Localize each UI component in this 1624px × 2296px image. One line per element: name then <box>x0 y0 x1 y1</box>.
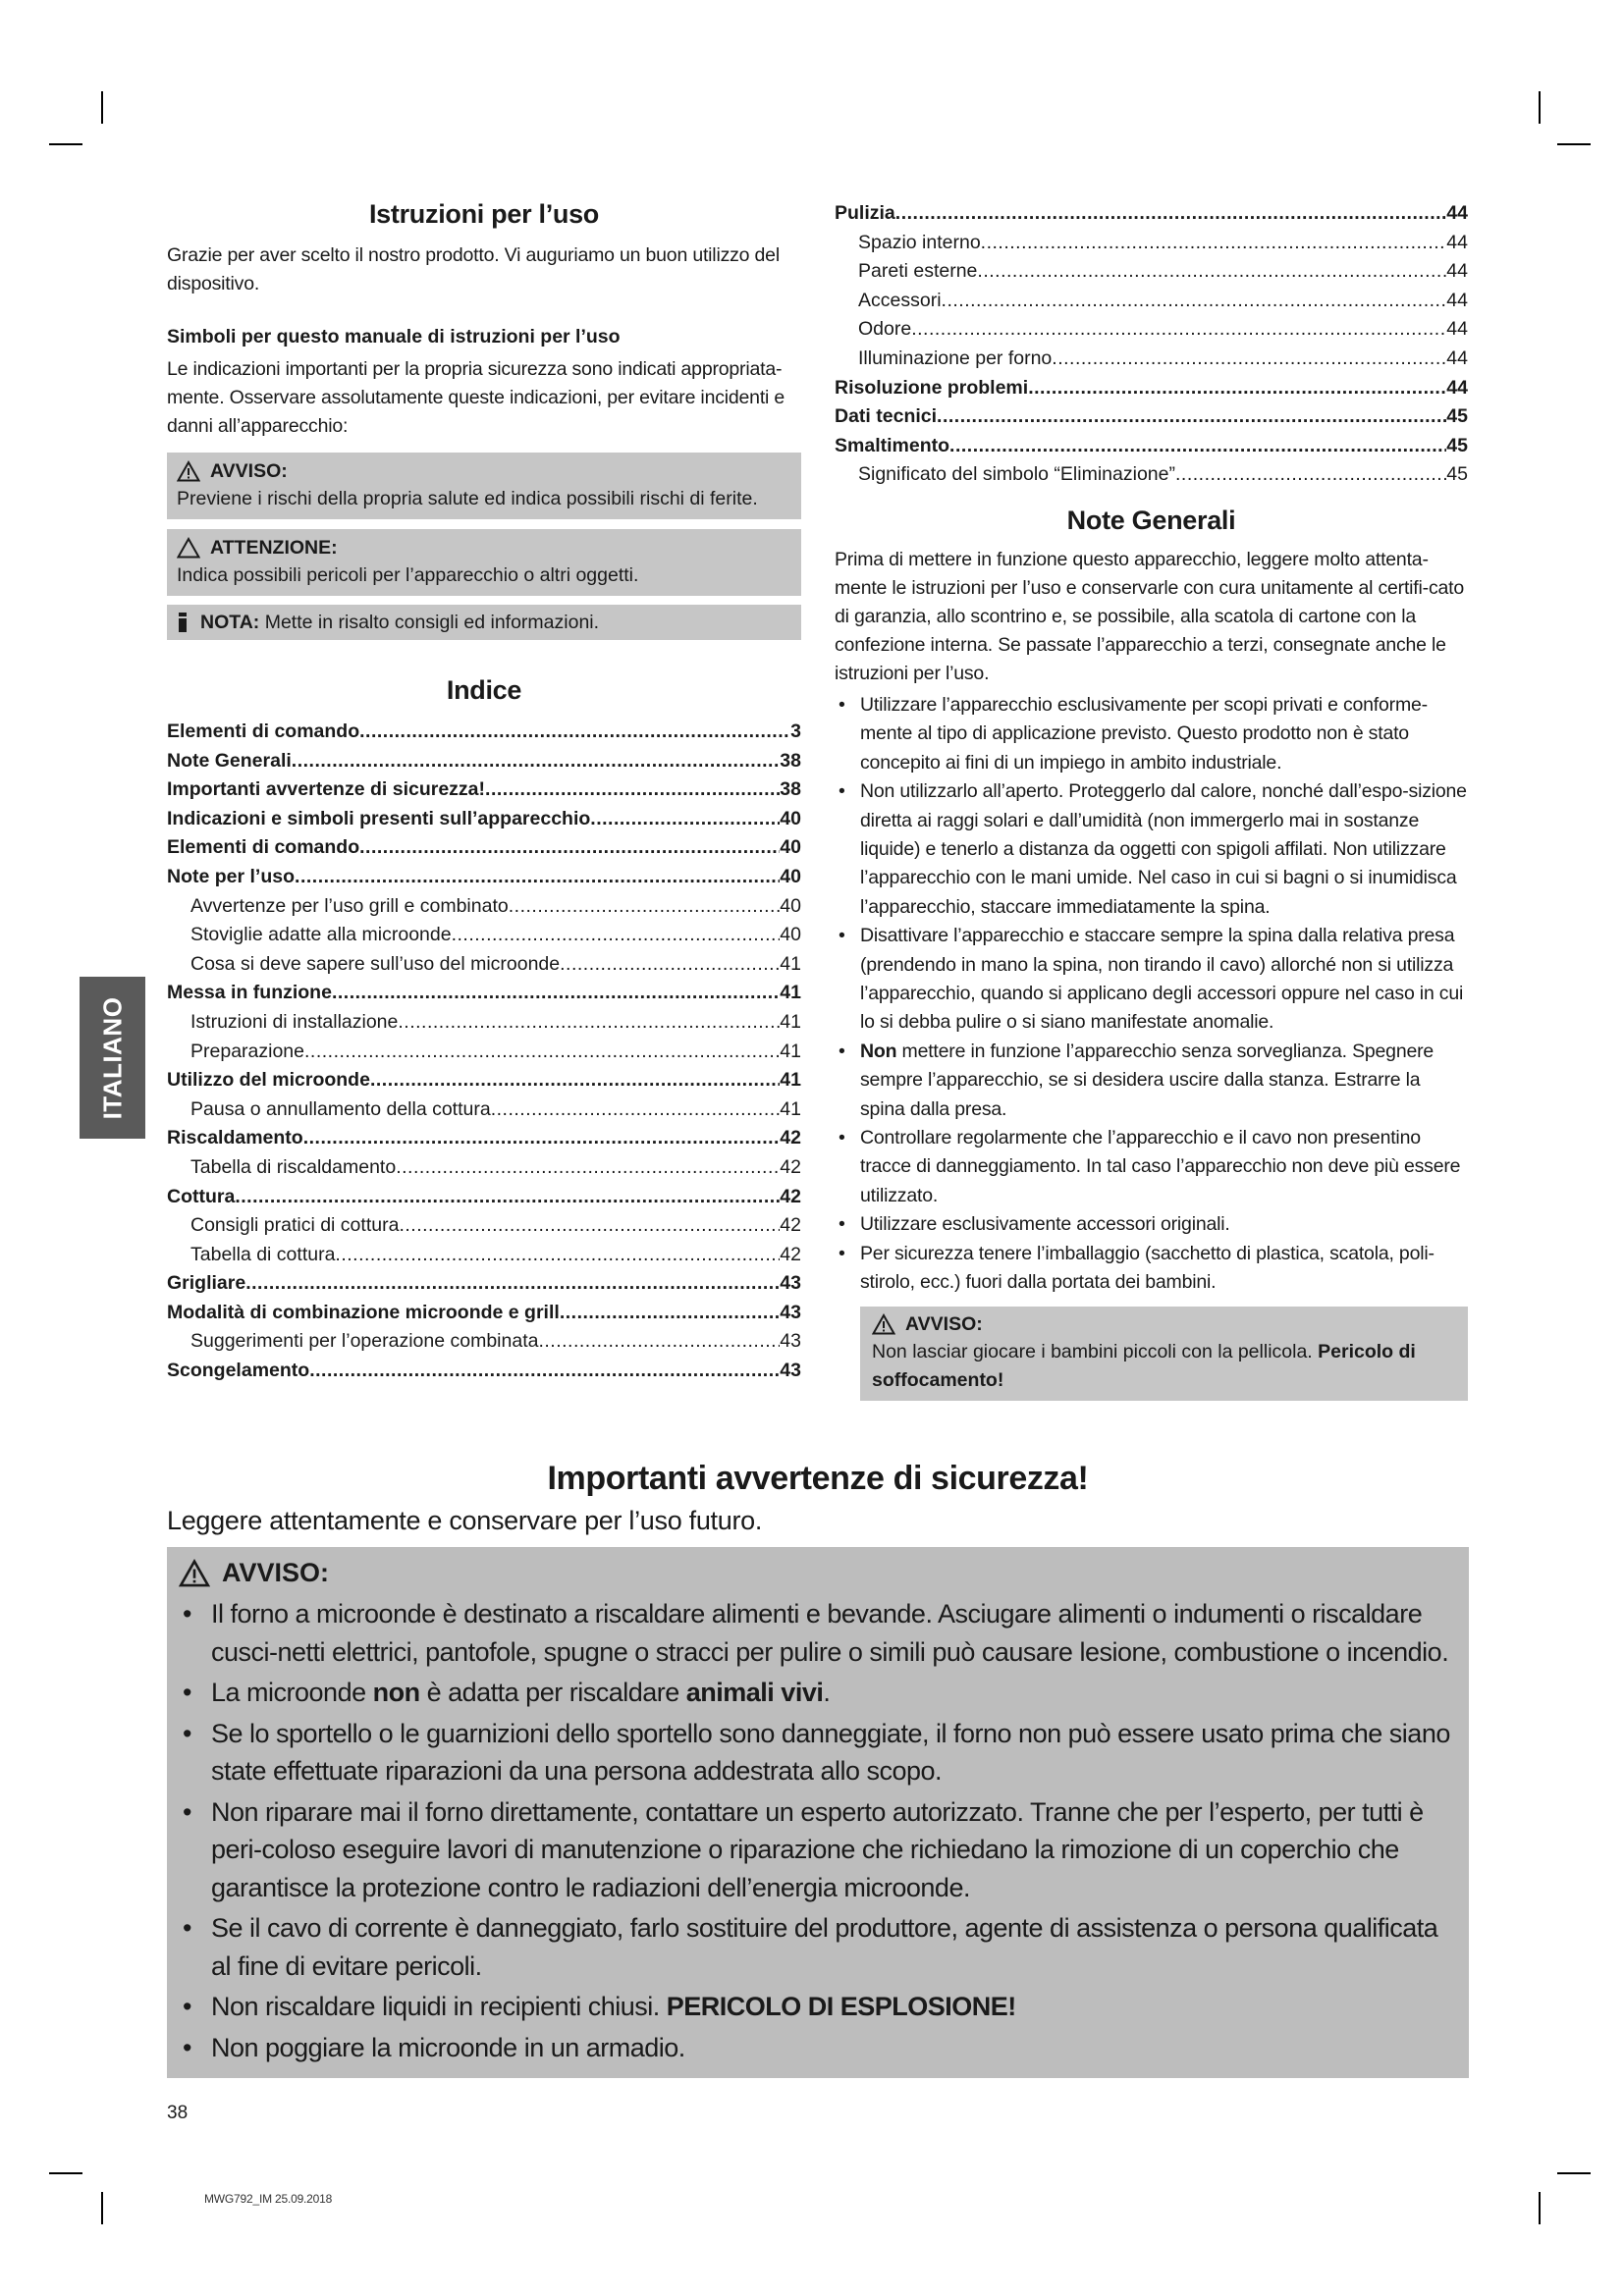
crop-mark <box>1557 2172 1591 2174</box>
crop-mark <box>101 2192 103 2224</box>
safety-text: . <box>823 1678 831 1707</box>
toc-entry-label: Stoviglie adatte alla microonde <box>190 924 452 946</box>
safety-text: Se lo sportello o le guarnizioni dello sportello sono danneggiate, il forno non può essere usato prima che siano state effettuate riparazioni da una persona addestrata allo scopo. <box>211 1718 1450 1786</box>
toc-entry <box>167 1066 801 1095</box>
toc-entry-page: 40 <box>780 865 801 887</box>
list-item-text: mettere in funzione l’apparecchio senza sorveglianza. Spegnere sempre l’apparecchio, se si desidera uscire dalla stanza. Estrarre la spina dalla presa. <box>860 1040 1435 1120</box>
safety-title: Importanti avvertenze di sicurezza! <box>547 1460 1089 1497</box>
list-item <box>835 1038 1468 1124</box>
toc-entry-page: 40 <box>780 807 801 829</box>
safety-warning-label: AVVISO: <box>222 1558 330 1587</box>
toc-entry-label: Avvertenze per l’uso grill e combinato <box>190 894 509 917</box>
safety-section <box>167 1460 1469 2078</box>
warning-triangle-icon <box>872 1313 895 1335</box>
note-box <box>167 605 801 640</box>
toc-leader <box>359 718 790 747</box>
toc-entry <box>167 950 801 980</box>
toc-entry-page: 44 <box>1446 260 1468 283</box>
safety-emphasis: non <box>372 1678 420 1707</box>
toc-entry-page: 43 <box>780 1301 801 1323</box>
general-notes-title: Note Generali <box>1066 505 1236 535</box>
language-tab <box>80 977 145 1139</box>
toc-entry-page: 40 <box>780 894 801 917</box>
toc-leader <box>245 1269 780 1299</box>
index-title: Indice <box>446 675 522 705</box>
toc-leader <box>590 805 780 834</box>
toc-leader <box>292 747 781 776</box>
table-of-contents <box>167 718 801 1386</box>
toc-entry <box>835 374 1468 403</box>
toc-entry <box>167 833 801 863</box>
toc-leader <box>485 775 780 805</box>
toc-entry <box>167 1327 801 1357</box>
toc-entry <box>167 1095 801 1125</box>
safety-list-item <box>179 1595 1455 1671</box>
toc-entry-label: Scongelamento <box>167 1360 310 1382</box>
safety-list-item <box>179 1988 1455 2026</box>
toc-entry-label: Importanti avvertenze di sicurezza! <box>167 778 486 801</box>
list-item <box>835 1210 1468 1239</box>
toc-entry-page: 42 <box>780 1214 801 1237</box>
toc-leader <box>937 402 1446 432</box>
crop-mark <box>1557 143 1591 145</box>
safety-text: Non poggiare la microonde in un armadio. <box>211 2032 685 2062</box>
toc-entry-label: Pausa o annullamento della cottura <box>190 1097 491 1120</box>
symbols-text: Le indicazioni importanti per la propria sicurezza sono indicati appropriata-mente. Osservare assolutamente queste indicazioni, per evitare incidenti e danni all’apparecchio: <box>167 358 785 437</box>
symbols-heading: Simboli per questo manuale di istruzioni per l’uso <box>167 326 621 347</box>
list-item <box>835 777 1468 922</box>
toc-entry-label: Preparazione <box>190 1040 304 1062</box>
list-item-emphasis: Non <box>860 1040 897 1062</box>
toc-leader <box>398 1008 780 1038</box>
general-notes-text: Prima di mettere in funzione questo apparecchio, leggere molto attenta-mente le istruzioni per l’uso e conservarle con cura unitamente al certifi-cato di garanzia, allo scontrino e, se possibile, alla scatola di cartone con la confezione interna. Se passate l’apparecchio a terzi, consegnate anche le istruzioni per l’uso. <box>835 548 1465 684</box>
toc-entry-page: 45 <box>1446 434 1468 456</box>
toc-entry-label: Modalità di combinazione microonde e grill <box>167 1301 560 1323</box>
toc-entry-page: 45 <box>1446 463 1468 486</box>
note-box-title <box>177 609 791 636</box>
toc-entry-page: 44 <box>1446 376 1468 399</box>
toc-entry-page: 41 <box>780 1097 801 1120</box>
toc-entry-label: Accessori <box>858 289 942 311</box>
toc-entry-label: Cottura <box>167 1185 236 1207</box>
toc-entry-label: Illuminazione per forno <box>858 347 1053 369</box>
left-column <box>167 199 801 1386</box>
toc-entry-page: 43 <box>780 1360 801 1382</box>
toc-leader <box>949 432 1446 461</box>
safety-emphasis: animali vivi <box>685 1678 824 1707</box>
safety-text: La microonde <box>211 1678 373 1707</box>
toc-leader <box>977 257 1446 287</box>
toc-leader <box>309 1357 780 1386</box>
toc-entry <box>835 315 1468 345</box>
caution-box <box>167 529 801 596</box>
toc-entry <box>167 775 801 805</box>
toc-entry-page: 42 <box>780 1185 801 1207</box>
film-warning-title <box>872 1310 1456 1338</box>
list-item <box>835 922 1468 1038</box>
warning-triangle-icon <box>177 460 200 482</box>
crop-mark <box>1539 2192 1541 2224</box>
toc-leader <box>335 1241 780 1270</box>
safety-list-item <box>179 1793 1455 1907</box>
toc-entry-label: Indicazioni e simboli presenti sull’apparecchio <box>167 807 591 829</box>
list-item-text: Utilizzare esclusivamente accessori originali. <box>860 1213 1230 1236</box>
toc-entry-label: Grigliare <box>167 1272 246 1295</box>
caution-label: ATTENZIONE: <box>210 537 338 559</box>
toc-entry-page: 41 <box>780 982 801 1004</box>
list-item-text: Disattivare l’apparecchio e staccare sempre la spina dalla relativa presa (prendendo in mano la spina, non tirando il cavo) allorché non si utilizza l’apparecchio, quando si applicano degli accessori oppure nel caso in cui lo si debba pulire o si siano manifestate anomalie. <box>860 925 1464 1034</box>
toc-entry <box>835 402 1468 432</box>
toc-entry-label: Dati tecnici <box>835 405 938 428</box>
toc-entry-label: Significato del simbolo “Eliminazione” <box>858 463 1175 486</box>
safety-warning-box <box>167 1547 1469 2078</box>
toc-entry <box>167 1211 801 1241</box>
toc-entry-label: Elementi di comando <box>167 721 360 742</box>
toc-entry <box>167 1269 801 1299</box>
list-item <box>835 1240 1468 1298</box>
toc-entry-page: 41 <box>780 1069 801 1092</box>
toc-leader <box>911 315 1446 345</box>
toc-entry-page: 44 <box>1446 289 1468 311</box>
toc-entry <box>835 287 1468 316</box>
toc-entry-page: 38 <box>780 778 801 801</box>
safety-emphasis: PERICOLO DI ESPLOSIONE! <box>666 1992 1016 2021</box>
toc-entry-label: Risoluzione problemi <box>835 376 1029 399</box>
toc-leader <box>1175 460 1446 490</box>
warning-box-title <box>177 457 791 485</box>
list-item <box>835 691 1468 777</box>
toc-leader <box>359 833 780 863</box>
intro-text: Grazie per aver scelto il nostro prodotto. Vi auguriamo un buon utilizzo del dispositivo. <box>167 244 780 294</box>
toc-entry-page: 43 <box>780 1330 801 1353</box>
toc-entry-label: Istruzioni di installazione <box>190 1010 399 1033</box>
toc-leader <box>895 199 1447 229</box>
safety-text: Non riscaldare liquidi in recipienti chiusi. <box>211 1992 667 2021</box>
film-warning-emphasis: Pericolo di soffocamento! <box>872 1341 1416 1392</box>
crop-mark <box>1539 91 1541 124</box>
crop-mark <box>49 2172 82 2174</box>
safety-text: Se il cavo di corrente è danneggiato, farlo sostituire del produttore, agente di assistenza o persona qualificata al fine di evitare pericoli. <box>211 1913 1438 1981</box>
toc-entry-page: 41 <box>780 952 801 975</box>
toc-leader <box>560 1299 780 1328</box>
toc-entry-label: Suggerimenti per l’operazione combinata <box>190 1330 539 1353</box>
toc-entry-page: 43 <box>780 1272 801 1295</box>
toc-leader <box>399 1211 780 1241</box>
toc-entry <box>835 460 1468 490</box>
safety-text: Non riparare mai il forno direttamente, contattare un esperto autorizzato. Tranne che per l’esperto, per tutti è peri-coloso eseguire lavori di manutenzione o riparazione che richiedano la rimozione di un coperchio che garantisce la protezione contro le radiazioni dell’energia microonde. <box>211 1796 1424 1902</box>
language-tab-label: ITALIANO <box>97 996 127 1119</box>
toc-entry-label: Tabella di riscaldamento <box>190 1155 397 1178</box>
toc-entry <box>167 1357 801 1386</box>
right-column <box>835 199 1468 1401</box>
warning-box <box>167 453 801 519</box>
caution-triangle-icon <box>177 537 200 559</box>
toc-leader <box>304 1038 780 1067</box>
toc-leader <box>332 979 780 1008</box>
toc-leader <box>295 863 780 892</box>
info-icon <box>177 612 189 633</box>
toc-entry-page: 3 <box>790 721 801 742</box>
film-warning-body: Non lasciar giocare i bambini piccoli con la pellicola. <box>872 1341 1319 1363</box>
toc-entry-label: Messa in funzione <box>167 982 332 1004</box>
toc-leader <box>538 1327 780 1357</box>
toc-entry <box>167 1241 801 1270</box>
toc-leader <box>1052 345 1446 374</box>
list-item-text: Controllare regolarmente che l’apparecchio e il cavo non presentino tracce di danneggiamento. In tal caso l’apparecchio non deve più essere utilizzato. <box>860 1127 1461 1206</box>
toc-entry-page: 44 <box>1446 318 1468 341</box>
toc-entry <box>167 1038 801 1067</box>
safety-list-item <box>179 2029 1455 2067</box>
caution-box-title <box>177 534 791 561</box>
table-of-contents-continued <box>835 199 1468 490</box>
safety-text: Il forno a microonde è destinato a riscaldare alimenti e bevande. Asciugare alimenti o indumenti o riscaldare cusci-netti elettrici, pantofole, spugne o stracci per pulire o simili può causare lesione, combustione o incendio. <box>211 1599 1449 1667</box>
toc-entry-label: Spazio interno <box>858 231 981 253</box>
toc-entry-label: Note Generali <box>167 749 292 772</box>
list-item-text: Per sicurezza tenere l’imballaggio (sacchetto di plastica, scatola, poli-stirolo, ecc.) fuori dalla portata dei bambini. <box>860 1242 1435 1294</box>
toc-entry <box>167 718 801 747</box>
toc-leader <box>452 921 781 950</box>
toc-entry <box>835 432 1468 461</box>
list-item-text: Non utilizzarlo all’aperto. Proteggerlo dal calore, nonché dall’espo-sizione diretta ai raggi solari e dall’umidità (non immergerlo mai in sostanze liquide) e tenerlo a distanza da oggetti con spigoli affilati. Non utilizzare l’apparecchio con le mani umide. Nel caso in cui si bagni o si inumidisca l’apparecchio, staccare immediatamente la spina. <box>860 780 1467 918</box>
toc-entry-page: 44 <box>1446 347 1468 369</box>
toc-entry-label: Smaltimento <box>835 434 950 456</box>
toc-entry-page: 44 <box>1446 231 1468 253</box>
instructions-title: Istruzioni per l’uso <box>368 199 600 229</box>
toc-leader <box>235 1183 780 1212</box>
footer-print-info: MWG792_IM 25.09.2018 <box>204 2192 333 2206</box>
list-item-text: Utilizzare l’apparecchio esclusivamente per scopi privati e conforme-mente al tipo di applicazione previsto. Questo prodotto non è stato concepito ai fini di un impiego in ambito industriale. <box>860 693 1428 774</box>
toc-entry-label: Tabella di cottura <box>190 1243 336 1265</box>
toc-leader <box>1028 374 1446 403</box>
toc-entry-page: 42 <box>780 1127 801 1149</box>
general-notes-list <box>835 691 1468 1298</box>
page-number: 38 <box>167 2103 189 2123</box>
film-warning-text <box>872 1338 1456 1395</box>
list-item <box>835 1124 1468 1210</box>
safety-text: è adatta per riscaldare <box>419 1678 686 1707</box>
toc-entry <box>167 979 801 1008</box>
toc-entry <box>835 345 1468 374</box>
crop-mark <box>101 91 103 124</box>
toc-entry <box>835 229 1468 258</box>
note-label: NOTA: <box>200 612 260 633</box>
toc-entry-label: Note per l’uso <box>167 865 296 887</box>
note-text: Mette in risalto consigli ed informazioni. <box>264 612 600 633</box>
toc-leader <box>981 229 1447 258</box>
toc-entry-label: Elementi di comando <box>167 836 360 859</box>
toc-leader <box>491 1095 781 1125</box>
toc-entry <box>167 1008 801 1038</box>
toc-entry-page: 40 <box>780 836 801 859</box>
toc-entry <box>167 1299 801 1328</box>
toc-leader <box>942 287 1447 316</box>
toc-entry-page: 40 <box>780 924 801 946</box>
toc-leader <box>370 1066 780 1095</box>
toc-entry <box>167 892 801 922</box>
crop-mark <box>49 143 82 145</box>
toc-entry-page: 42 <box>780 1155 801 1178</box>
toc-entry <box>835 199 1468 229</box>
toc-entry-label: Utilizzo del microonde <box>167 1069 370 1092</box>
safety-list-item <box>179 1909 1455 1985</box>
safety-list-item <box>179 1674 1455 1712</box>
toc-entry-page: 41 <box>780 1040 801 1062</box>
warning-text: Previene i rischi della propria salute ed indica possibili rischi di ferite. <box>177 488 758 509</box>
toc-entry-label: Consigli pratici di cottura <box>190 1214 400 1237</box>
toc-leader <box>396 1153 780 1183</box>
toc-entry <box>167 1183 801 1212</box>
toc-leader <box>509 892 781 922</box>
toc-entry <box>835 257 1468 287</box>
toc-leader <box>303 1124 781 1153</box>
toc-entry-label: Cosa si deve sapere sull’uso del microonde <box>190 952 561 975</box>
toc-entry-page: 44 <box>1446 202 1468 224</box>
toc-entry <box>167 921 801 950</box>
safety-list-item <box>179 1715 1455 1790</box>
toc-entry <box>167 863 801 892</box>
toc-entry <box>167 1124 801 1153</box>
warning-triangle-icon <box>179 1559 210 1587</box>
film-warning-label: AVVISO: <box>905 1313 983 1336</box>
toc-entry-page: 45 <box>1446 405 1468 428</box>
toc-entry <box>167 1153 801 1183</box>
warning-label: AVVISO: <box>210 460 288 482</box>
toc-entry-label: Odore <box>858 318 912 341</box>
safety-warning-list <box>179 1595 1455 2066</box>
caution-text: Indica possibili pericoli per l’apparecchio o altri oggetti. <box>177 564 639 586</box>
safety-lead: Leggere attentamente e conservare per l’uso futuro. <box>167 1506 763 1535</box>
toc-entry-page: 42 <box>780 1243 801 1265</box>
safety-warning-title <box>179 1553 1455 1592</box>
toc-entry-label: Pareti esterne <box>858 260 978 283</box>
toc-entry <box>167 747 801 776</box>
toc-leader <box>560 950 780 980</box>
toc-entry-page: 38 <box>780 749 801 772</box>
toc-entry-page: 41 <box>780 1010 801 1033</box>
film-warning-box <box>860 1307 1468 1401</box>
toc-entry-label: Riscaldamento <box>167 1127 303 1149</box>
toc-entry-label: Pulizia <box>835 202 895 224</box>
toc-entry <box>167 805 801 834</box>
